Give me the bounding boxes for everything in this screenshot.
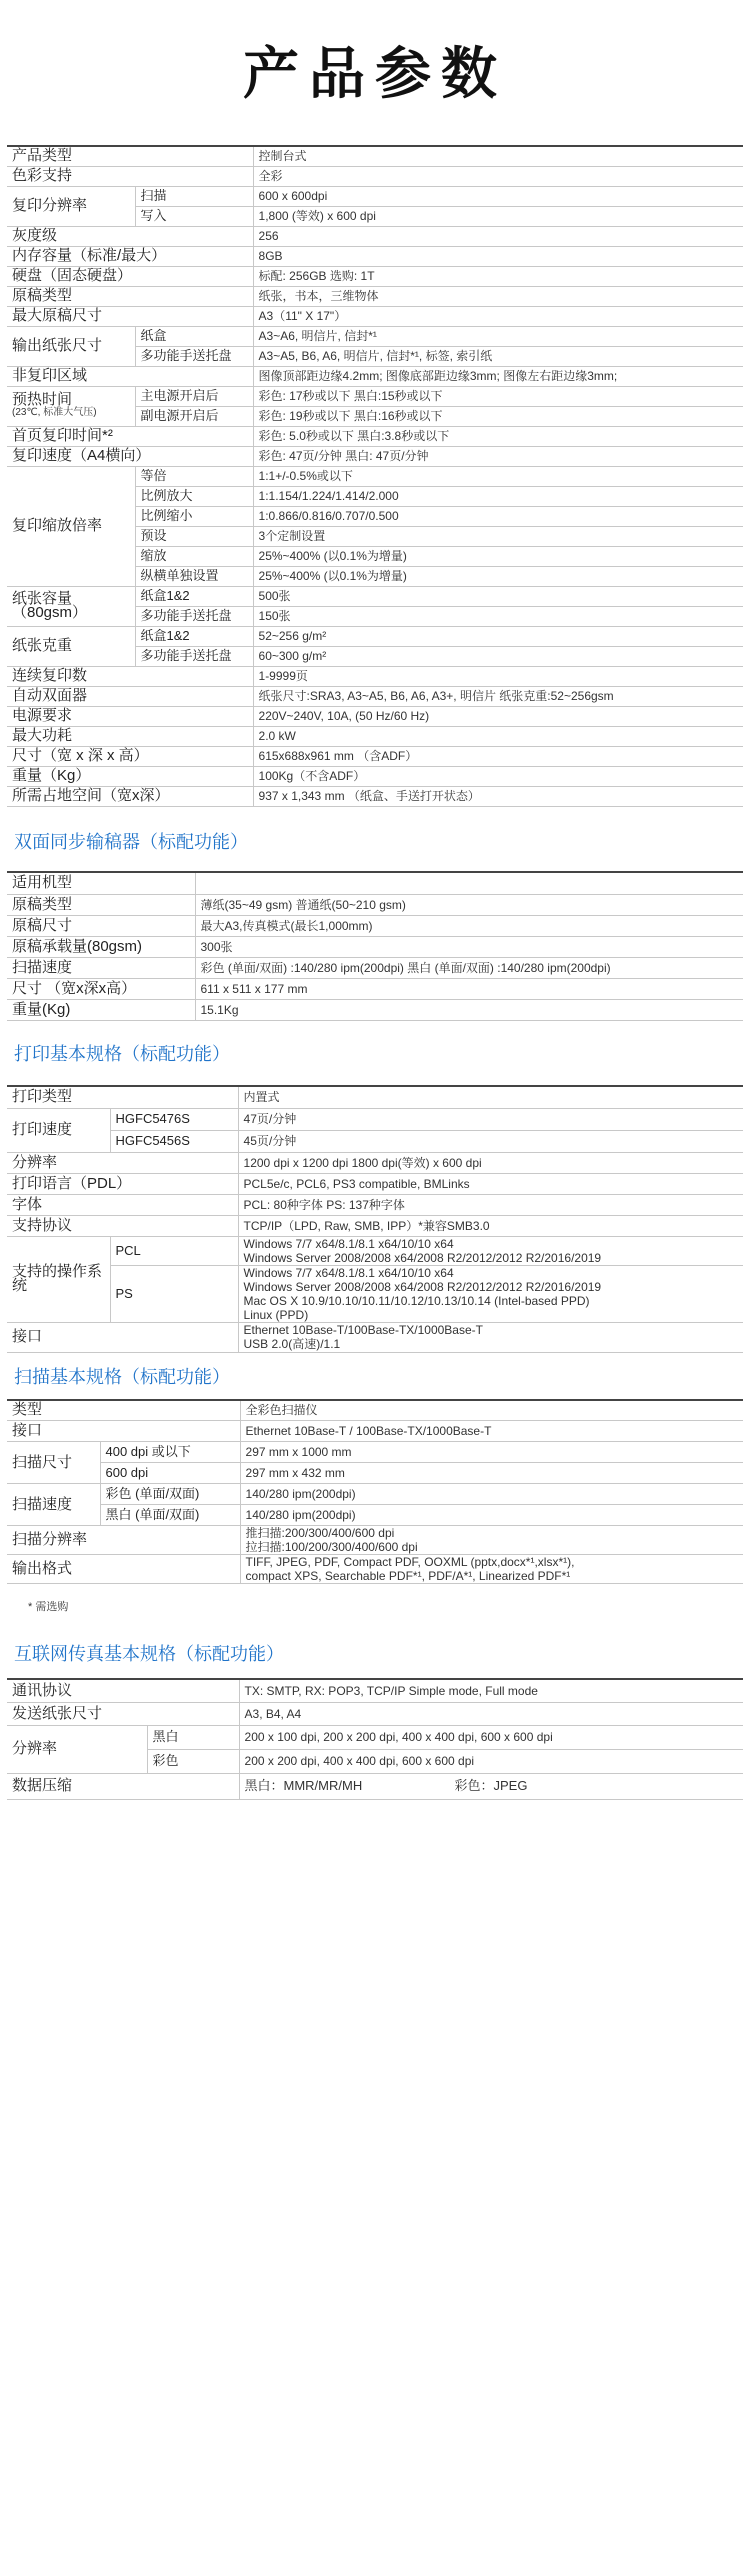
spec-label: 最大原稿尺寸: [7, 306, 253, 326]
adf-value: 薄纸(35~49 gsm) 普通纸(50~210 gsm): [195, 895, 743, 916]
spec-group-label: [7, 186, 135, 226]
fax-sub-label: 黑白: [147, 1725, 239, 1749]
table-row: [7, 1152, 743, 1173]
spec-label: 原稿类型: [7, 286, 253, 306]
table-row: [7, 1484, 743, 1505]
table-row: [7, 1400, 743, 1421]
table-row: [7, 266, 743, 286]
spec-label: 首页复印时间*²: [7, 426, 253, 446]
fax-label: 数据压缩: [7, 1773, 239, 1799]
spec-value: 3个定制设置: [253, 526, 743, 546]
print-value: 47页/分钟: [238, 1108, 743, 1130]
print-value: Windows 7/7 x64/8.1/8.1 x64/10/10 x64 Windows Server 2008/2008 x64/2008 R2/2012/2012 R2/2016/2019 Mac OS X 10.9/10.10/10.11/10.12/10.13/10.14 (Intel-based PPD) Linux (PPD): [238, 1265, 743, 1322]
spec-label: 非复印区域: [7, 366, 253, 386]
spec-label: 所需占地空间（宽x深）: [7, 786, 253, 806]
adf-value: 彩色 (单面/双面) :140/280 ipm(200dpi) 黑白 (单面/双面) :140/280 ipm(200dpi): [195, 958, 743, 979]
adf-value: 15.1Kg: [195, 1000, 743, 1021]
fax-section-title: 互联网传真基本规格（标配功能）: [14, 1644, 284, 1665]
table-row: [7, 916, 743, 937]
spec-label: 灰度级: [7, 226, 253, 246]
spec-value: 220V~240V, 10A, (50 Hz/60 Hz): [253, 706, 743, 726]
fax-sub-label: 彩色: [147, 1749, 239, 1773]
spec-value: A3~A5, B6, A6, 明信片, 信封*¹, 标签, 索引纸: [253, 346, 743, 366]
spec-value: 彩色: 47页/分钟 黑白: 47页/分钟: [253, 446, 743, 466]
print-sub-label: PS: [110, 1265, 238, 1322]
scan-spec-table: [7, 1399, 743, 1585]
adf-value: 611 x 511 x 177 mm: [195, 979, 743, 1000]
spec-value: A3~A6, 明信片, 信封*¹: [253, 326, 743, 346]
scan-label: 扫描分辨率: [7, 1526, 240, 1555]
adf-value: 最大A3,传真模式(最长1,000mm): [195, 916, 743, 937]
table-row: [7, 146, 743, 166]
spec-group-label-text: 输出纸张尺寸: [12, 337, 103, 354]
spec-group-label-note: (23℃, 标准大气压): [12, 407, 97, 418]
scan-label: 输出格式: [7, 1555, 240, 1584]
print-label: 支持协议: [7, 1215, 238, 1236]
scan-value: 297 mm x 432 mm: [240, 1463, 743, 1484]
spec-value: 1,800 (等效) x 600 dpi: [253, 206, 743, 226]
spec-group-label: [7, 466, 135, 586]
table-row: [7, 786, 743, 806]
print-value: TCP/IP（LPD, Raw, SMB, IPP）*兼容SMB3.0: [238, 1215, 743, 1236]
table-row: [7, 286, 743, 306]
print-group-label: 支持的操作系统: [7, 1236, 110, 1322]
spec-label: 自动双面器: [7, 686, 253, 706]
scan-value: Ethernet 10Base-T / 100Base-TX/1000Base-T: [240, 1421, 743, 1442]
spec-value: 8GB: [253, 246, 743, 266]
scan-value: 140/280 ipm(200dpi): [240, 1484, 743, 1505]
spec-value: 纸张尺寸:SRA3, A3~A5, B6, A6, A3+, 明信片 纸张克重:52~256gsm: [253, 686, 743, 706]
spec-label: 尺寸（宽 x 深 x 高）: [7, 746, 253, 766]
table-row: [7, 1773, 743, 1799]
spec-sub-label: 纵横单独设置: [135, 566, 253, 586]
spec-value: 纸张，书本，三维物体: [253, 286, 743, 306]
spec-label: 重量（Kg）: [7, 766, 253, 786]
spec-value: 937 x 1,343 mm （纸盒、手送打开状态）: [253, 786, 743, 806]
adf-label: 原稿类型: [7, 895, 195, 916]
spec-sub-label: 缩放: [135, 546, 253, 566]
spec-value: 100Kg（不含ADF）: [253, 766, 743, 786]
fax-value: [239, 1773, 743, 1799]
spec-value: 500张: [253, 586, 743, 606]
spec-group-label: [7, 626, 135, 666]
spec-value: 1:1+/-0.5%或以下: [253, 466, 743, 486]
spec-sub-label: 比例放大: [135, 486, 253, 506]
spec-value: 彩色: 19秒或以下 黑白:16秒或以下: [253, 406, 743, 426]
adf-label: 原稿承载量(80gsm): [7, 937, 195, 958]
spec-value: 615x688x961 mm （含ADF）: [253, 746, 743, 766]
adf-section-title: 双面同步输稿器（标配功能）: [14, 831, 248, 853]
scan-value: TIFF, JPEG, PDF, Compact PDF, OOXML (pptx,docx*¹,xlsx*¹), compact XPS, Searchable PDF*¹, PDF/A*¹, Linearized PDF*¹: [240, 1555, 743, 1584]
print-value: Windows 7/7 x64/8.1/8.1 x64/10/10 x64 Windows Server 2008/2008 x64/2008 R2/2012/2012 R2/2016/2019: [238, 1236, 743, 1265]
scan-value: 140/280 ipm(200dpi): [240, 1505, 743, 1526]
spec-group-label-text: 复印缩放倍率: [12, 517, 103, 534]
spec-sub-label: 预设: [135, 526, 253, 546]
fax-compression-color: 彩色：JPEG: [454, 1778, 528, 1793]
table-row: [7, 1555, 743, 1584]
scan-sub-label: 400 dpi 或以下: [100, 1442, 240, 1463]
adf-label: 原稿尺寸: [7, 916, 195, 937]
table-row: [7, 958, 743, 979]
table-row: [7, 1421, 743, 1442]
print-section-title: 打印基本规格（标配功能）: [14, 1044, 230, 1065]
spec-value: 256: [253, 226, 743, 246]
spec-sub-label: 纸盒1&2: [135, 586, 253, 606]
print-value: Ethernet 10Base-T/100Base-TX/1000Base-T USB 2.0(高速)/1.1: [238, 1322, 743, 1352]
adf-label: 扫描速度: [7, 958, 195, 979]
spec-group-label-text: 纸张克重: [12, 637, 73, 654]
spec-value: 1:0.866/0.816/0.707/0.500: [253, 506, 743, 526]
table-row: [7, 226, 743, 246]
scan-value: 推扫描:200/300/400/600 dpi 拉扫描:100/200/300/400/600 dpi: [240, 1526, 743, 1555]
spec-value: 彩色: 5.0秒或以下 黑白:3.8秒或以下: [253, 426, 743, 446]
spec-group-label: [7, 386, 135, 426]
adf-value: 300张: [195, 937, 743, 958]
fax-value: A3, B4, A4: [239, 1702, 743, 1725]
spec-sub-label: 多功能手送托盘: [135, 606, 253, 626]
scan-sub-label: 600 dpi: [100, 1463, 240, 1484]
table-row: [7, 1236, 743, 1265]
fax-value: 200 x 100 dpi, 200 x 200 dpi, 400 x 400 dpi, 600 x 600 dpi: [239, 1725, 743, 1749]
spec-sub-label: 副电源开启后: [135, 406, 253, 426]
spec-sub-label: 主电源开启后: [135, 386, 253, 406]
scan-sub-label: 彩色 (单面/双面): [100, 1484, 240, 1505]
spec-label: 产品类型: [7, 146, 253, 166]
print-spec-table: [7, 1085, 743, 1353]
fax-compression-bw: 黑白：MMR/MR/MH: [244, 1778, 363, 1793]
spec-sub-label: 纸盒1&2: [135, 626, 253, 646]
table-row: [7, 386, 743, 406]
table-row: [7, 446, 743, 466]
table-row: [7, 872, 743, 895]
table-row: [7, 466, 743, 486]
scan-label: 接口: [7, 1421, 240, 1442]
print-group-label: 打印速度: [7, 1108, 110, 1152]
table-row: [7, 666, 743, 686]
spec-sub-label: 写入: [135, 206, 253, 226]
spec-sub-label: 纸盒: [135, 326, 253, 346]
table-row: [7, 937, 743, 958]
table-row: [7, 1130, 743, 1152]
scan-note: * 需选购: [28, 1601, 69, 1613]
spec-label: 连续复印数: [7, 666, 253, 686]
fax-value: TX: SMTP, RX: POP3, TCP/IP Simple mode, Full mode: [239, 1679, 743, 1702]
table-row: [7, 1702, 743, 1725]
table-row: [7, 766, 743, 786]
table-row: [7, 706, 743, 726]
table-row: [7, 586, 743, 606]
print-label: 分辨率: [7, 1152, 238, 1173]
scan-sub-label: 黑白 (单面/双面): [100, 1505, 240, 1526]
table-row: [7, 746, 743, 766]
spec-value: 1-9999页: [253, 666, 743, 686]
scan-label: 类型: [7, 1400, 240, 1421]
spec-sub-label: 比例缩小: [135, 506, 253, 526]
scan-section-title: 扫描基本规格（标配功能）: [14, 1366, 230, 1388]
spec-group-label: [7, 586, 135, 626]
spec-value: 25%~400% (以0.1%为增量): [253, 546, 743, 566]
scan-value: 297 mm x 1000 mm: [240, 1442, 743, 1463]
scan-group-label: 扫描尺寸: [7, 1442, 100, 1484]
spec-value: 25%~400% (以0.1%为增量): [253, 566, 743, 586]
print-value: 1200 dpi x 1200 dpi 1800 dpi(等效) x 600 dpi: [238, 1152, 743, 1173]
table-row: [7, 426, 743, 446]
spec-value: 60~300 g/m²: [253, 646, 743, 666]
table-row: [7, 366, 743, 386]
spec-group-label: [7, 326, 135, 366]
table-row: [7, 1725, 743, 1749]
print-value: 内置式: [238, 1086, 743, 1108]
print-sub-label: HGFC5456S: [110, 1130, 238, 1152]
table-row: [7, 726, 743, 746]
spec-group-label-line2: （80gsm）: [12, 604, 88, 621]
spec-value: 150张: [253, 606, 743, 626]
fax-spec-table: [7, 1678, 743, 1800]
table-row: [7, 246, 743, 266]
spec-value: 2.0 kW: [253, 726, 743, 746]
spec-group-label-text: 复印分辨率: [12, 197, 88, 214]
spec-label: 硬盘（固态硬盘）: [7, 266, 253, 286]
print-value: PCL: 80种字体 PS: 137种字体: [238, 1194, 743, 1215]
spec-label: 内存容量（标准/最大）: [7, 246, 253, 266]
table-row: [7, 979, 743, 1000]
spec-label: 色彩支持: [7, 166, 253, 186]
spec-value: 600 x 600dpi: [253, 186, 743, 206]
table-row: [7, 1215, 743, 1236]
fax-label: 通讯协议: [7, 1679, 239, 1702]
table-row: [7, 1265, 743, 1322]
table-row: [7, 1442, 743, 1463]
spec-value: 1:1.154/1.224/1.414/2.000: [253, 486, 743, 506]
page-title: 产品参数: [243, 42, 507, 107]
table-row: [7, 1194, 743, 1215]
fax-group-label: 分辨率: [7, 1725, 147, 1773]
print-label: 字体: [7, 1194, 238, 1215]
fax-value: 200 x 200 dpi, 400 x 400 dpi, 600 x 600 dpi: [239, 1749, 743, 1773]
table-row: [7, 326, 743, 346]
spec-sub-label: 多功能手送托盘: [135, 346, 253, 366]
spec-value: 控制台式: [253, 146, 743, 166]
spec-group-label-text: 纸张容量: [12, 590, 73, 607]
spec-value: 彩色: 17秒或以下 黑白:15秒或以下: [253, 386, 743, 406]
spec-sub-label: 多功能手送托盘: [135, 646, 253, 666]
print-sub-label: HGFC5476S: [110, 1108, 238, 1130]
spec-value: 标配: 256GB 选购: 1T: [253, 266, 743, 286]
table-row: [7, 1679, 743, 1702]
table-row: [7, 1108, 743, 1130]
spec-value: 全彩: [253, 166, 743, 186]
table-row: [7, 186, 743, 206]
spec-group-label-text: 预热时间: [12, 391, 73, 408]
spec-sub-label: 等倍: [135, 466, 253, 486]
table-row: [7, 895, 743, 916]
spec-label: 复印速度（A4横向）: [7, 446, 253, 466]
main-spec-table: [7, 145, 743, 807]
table-row: [7, 306, 743, 326]
table-row: [7, 1173, 743, 1194]
scan-value: 全彩色扫描仪: [240, 1400, 743, 1421]
table-row: [7, 626, 743, 646]
spec-value: 52~256 g/m²: [253, 626, 743, 646]
fax-label: 发送纸张尺寸: [7, 1702, 239, 1725]
print-label: 接口: [7, 1322, 238, 1352]
adf-label: 适用机型: [7, 872, 195, 895]
print-value: PCL5e/c, PCL6, PS3 compatible, BMLinks: [238, 1173, 743, 1194]
spec-sub-label: 扫描: [135, 186, 253, 206]
table-row: [7, 1463, 743, 1484]
adf-spec-table: [7, 871, 743, 1022]
spec-value: A3（11" X 17"）: [253, 306, 743, 326]
adf-value: [195, 872, 743, 895]
spec-label: 电源要求: [7, 706, 253, 726]
print-label: 打印类型: [7, 1086, 238, 1108]
table-row: [7, 1322, 743, 1352]
print-label: 打印语言（PDL）: [7, 1173, 238, 1194]
table-row: [7, 1505, 743, 1526]
print-value: 45页/分钟: [238, 1130, 743, 1152]
print-sub-label: PCL: [110, 1236, 238, 1265]
table-row: [7, 1526, 743, 1555]
adf-label: 重量(Kg): [7, 1000, 195, 1021]
scan-group-label: 扫描速度: [7, 1484, 100, 1526]
spec-label: 最大功耗: [7, 726, 253, 746]
spec-value: 图像顶部距边缘4.2mm; 图像底部距边缘3mm; 图像左右距边缘3mm;: [253, 366, 743, 386]
table-row: [7, 166, 743, 186]
adf-label: 尺寸 （宽x深x高）: [7, 979, 195, 1000]
table-row: [7, 1000, 743, 1021]
table-row: [7, 1086, 743, 1108]
table-row: [7, 686, 743, 706]
